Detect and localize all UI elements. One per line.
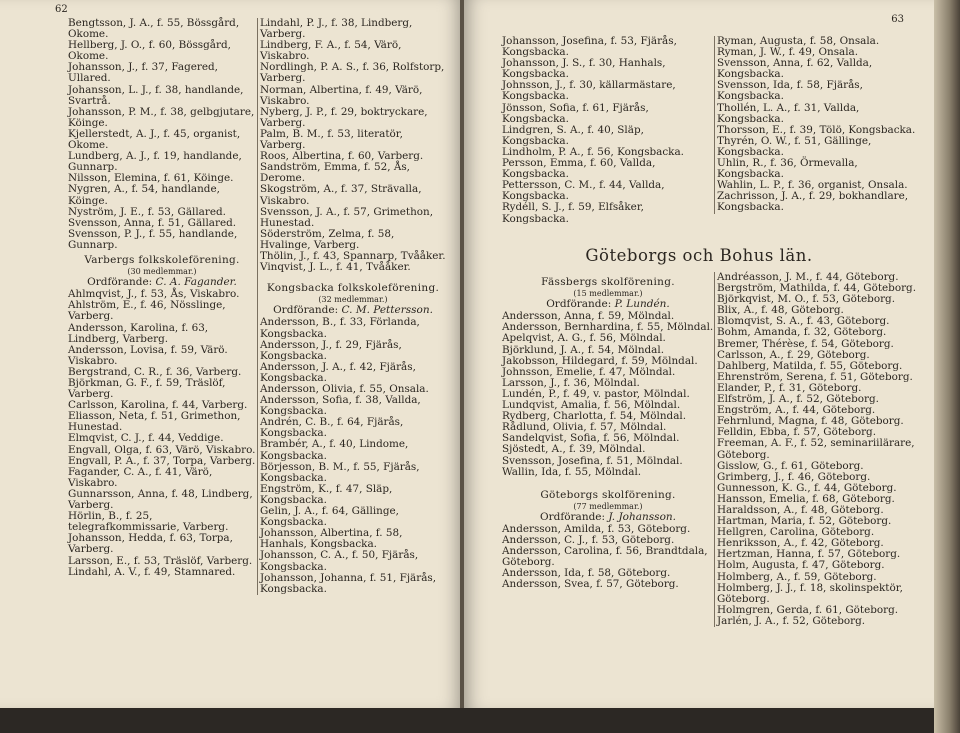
section-chair [260,305,446,316]
page-number-right: 63 [891,14,904,25]
directory-entry: Johansson, Hedda, f. 63, Torpa, Varberg. [68,532,233,556]
directory-entry: Wallin, Ida, f. 55, Mölndal. [502,465,642,478]
directory-entry: Holmberg, A., f. 59, Göteborg. [717,570,877,583]
directory-entry: Johansson, Albertina, f. 58, Hanhals, Kongsbacka. [260,527,403,551]
directory-entry: Nyberg, J. P., f. 29, boktryckare, Varberg. [260,105,428,129]
directory-entry: Hellberg, J. O., f. 60, Bössgård, Okome. [68,39,231,63]
directory-entry: Grimberg, J., f. 46, Göteborg. [717,470,871,483]
directory-entry: Lundén, P., f. 49, v. pastor, Mölndal. [502,387,690,400]
directory-entry: Blomqvist, S. A., f. 43, Göteborg. [717,315,890,328]
chair-name: C. M. Pettersson. [341,304,433,317]
directory-entry: Andersson, Anna, f. 59, Mölndal. [502,310,675,323]
directory-entry: Ryman, J. W., f. 49, Onsala. [717,46,859,59]
directory-entry: Björklund, J. A., f. 54, Mölndal. [502,343,665,356]
directory-entry: Söderström, Zelma, f. 58, Hvalinge, Varberg. [260,227,395,251]
directory-entry: Johansson, Josefina, f. 53, Fjärås, Kongsbacka. [502,35,677,59]
right-column-2 [714,36,917,214]
chair-name: P. Lundén. [614,298,670,311]
directory-entry: Börjesson, B. M., f. 55, Fjärås, Kongsbacka. [260,460,420,484]
directory-entry: Zachrisson, J. A., f. 29, bokhandlare, Kongsbacka. [717,190,909,214]
section-chair [502,512,714,523]
directory-entry: Johnsson, Emelie, f. 47, Mölndal. [502,365,676,378]
directory-entry: Andersson, Bernhardina, f. 55, Mölndal. [502,321,714,334]
entry-list [68,289,256,577]
directory-entry: Thyrén, O. W., f. 51, Gällinge, Kongsbacka. [717,134,872,158]
section-chair [502,299,714,310]
directory-entry: Bengtsson, J. A., f. 55, Bössgård, Okome. [68,17,240,41]
directory-entry: Hartman, Maria, f. 52, Göteborg. [717,515,892,528]
directory-entry: Andersson, Carolina, f. 56, Brandtdala, Göteborg. [502,545,708,569]
directory-entry: Andersson, Karolina, f. 63, Lindberg, Varberg. [68,321,209,345]
chair-name: C. A. Fagander. [155,276,237,289]
chair-label: Ordförande: [546,298,612,311]
directory-entry: Holmberg, J. J., f. 18, skolinspektör, Göteborg. [717,581,903,605]
directory-entry: Engström, K., f. 47, Släp, Kongsbacka. [260,482,393,506]
entry-list [260,317,446,594]
directory-entry: Skogström, A., f. 37, Strävalla, Viskabro. [260,183,422,207]
directory-entry: Gunnarsson, Anna, f. 48, Lindberg, Varberg. [68,487,253,512]
directory-entry: Hertzman, Hanna, f. 57, Göteborg. [717,548,901,561]
directory-entry: Larsson, J., f. 36, Mölndal. [502,376,640,389]
directory-entry: Brambér, A., f. 40, Lindome, Kongsbacka. [260,438,409,462]
directory-entry: Johansson, J., f. 37, Fagered, Ullared. [68,61,218,85]
page-number-left: 62 [55,4,68,15]
directory-entry: Thollén, L. A., f. 31, Vallda, Kongsbacka. [717,101,860,125]
directory-entry: Haraldsson, A., f. 48, Göteborg. [717,503,884,516]
directory-entry: Nyström, J. E., f. 53, Gällared. [68,205,226,218]
directory-entry: Roos, Albertina, f. 60, Varberg. [260,150,424,163]
directory-entry: Bohm, Amanda, f. 32, Göteborg. [717,326,887,339]
background-band [0,708,934,733]
section-chair [68,277,256,288]
directory-entry: Björkman, G. F., f. 59, Träslöf, Varberg. [68,377,226,401]
section-title: Fässbergs skolförening. [541,276,675,288]
directory-entry: Svensson, Anna, f. 51, Gällared. [68,216,237,229]
right-page [464,0,934,708]
directory-entry: Gelin, J. A., f. 64, Gällinge, Kongsbacka. [260,505,399,529]
entry-list [260,18,446,273]
directory-entry: Gisslow, G., f. 61, Göteborg. [717,459,864,472]
chair-name: J. Johansson. [608,510,676,523]
directory-entry: Sandelqvist, Sofia, f. 56, Mölndal. [502,432,680,445]
directory-entry: Ahlström, E., f. 46, Nösslinge, Varberg. [68,299,226,323]
directory-entry: Engvall, Olga, f. 63, Värö, Viskabro. [68,443,256,456]
directory-entry: Holm, Augusta, f. 47, Göteborg. [717,559,885,572]
section-title: Kongsbacka folkskoleförening. [266,282,440,295]
directory-entry: Bergstrand, C. R., f. 36, Varberg. [68,365,242,378]
directory-entry: Rydéll, S. J., f. 59, Elfsåker, Kongsbacka. [502,201,644,225]
directory-entry: Felldin, Ebba, f. 57, Göteborg. [717,426,877,439]
directory-entry: Norman, Albertina, f. 49, Värö, Viskabro. [260,83,423,107]
directory-entry: Ahlmqvist, J., f. 53, Ås, Viskabro. [68,288,240,301]
entry-list [502,524,714,591]
directory-entry: Björkqvist, M. O., f. 53, Göteborg. [717,293,896,306]
directory-entry: Ryman, Augusta, f. 58, Onsala. [717,35,880,47]
directory-entry: Dahlberg, Matilda, f. 55, Göteborg. [717,359,903,372]
directory-entry: Freeman, A. F., f. 52, seminariilärare, Göteborg. [717,437,915,461]
chair-label: Ordförande: [273,304,339,317]
chair-label: Ordförande: [87,276,153,289]
directory-entry: Hansson, Emelia, f. 68, Göteborg. [717,492,895,505]
section-title: Varbergs folkskoleförening. [84,253,240,266]
directory-entry: Nygren, A., f. 54, handlande, Köinge. [68,183,220,207]
directory-entry: Eliasson, Neta, f. 51, Grimethon, Hunestad. [68,410,241,434]
region-title: Göteborgs och Bohus län. [585,246,813,265]
directory-entry: Lindberg, F. A., f. 54, Värö, Viskabro. [260,39,402,63]
directory-entry: Svensson, P. J., f. 55, handlande, Gunnarp. [68,227,238,251]
directory-entry: Andersson, Sofia, f. 38, Vallda, Kongsbacka. [260,394,421,418]
directory-entry: Bremer, Thérèse, f. 54, Göteborg. [717,337,894,350]
directory-entry: Rådlund, Olivia, f. 57, Mölndal. [502,421,667,434]
entry-list [502,311,714,477]
directory-entry: Lindholm, P. A., f. 56, Kongsbacka. [502,145,684,158]
directory-entry: Thorsson, E., f. 39, Tölö, Kongsbacka. [717,123,916,136]
directory-entry: Blix, A., f. 48, Göteborg. [717,304,844,317]
directory-entry: Bergström, Mathilda, f. 44, Göteborg. [717,282,917,295]
directory-entry: Andersson, Lovisa, f. 59, Värö. Viskabro. [68,343,228,367]
left-column-1 [68,18,256,578]
directory-entry: Andersson, Svea, f. 57, Göteborg. [502,578,679,591]
directory-entry: Uhlin, R., f. 36, Örmevalla, Kongsbacka. [717,157,858,181]
directory-entry: Gunnesson, K. G., f. 44, Göteborg. [717,481,897,494]
section-members: (30 medlemmar.) [127,267,197,277]
entry-list [717,272,917,627]
directory-entry: Engvall, P. A., f. 37, Torpa, Varberg. [68,454,256,467]
directory-entry: Henriksson, A., f. 42, Göteborg. [717,537,884,550]
right-column-3 [502,272,714,591]
entry-list [68,18,256,251]
section-members: (15 medlemmar.) [573,289,643,299]
directory-entry: Johansson, L. J., f. 38, handlande, Svartrå. [68,83,244,107]
directory-entry: Andréasson, J. M., f. 44, Göteborg. [717,271,899,283]
directory-entry: Jarlén, J. A., f. 52, Göteborg. [717,614,866,627]
directory-entry: Nordlingh, P. A. S., f. 36, Rolfstorp, Varberg. [260,61,445,85]
directory-entry: Larsson, E., f. 53, Träslöf, Varberg. [68,554,253,567]
left-page [0,0,462,708]
directory-entry: Svensson, Anna, f. 62, Vallda, Kongsbacka. [717,57,873,81]
directory-entry: Carlsson, Karolina, f. 44, Varberg. [68,399,248,412]
directory-entry: Vinqvist, J. L., f. 41, Tvååker. [260,261,411,274]
directory-entry: Fagander, C. A., f. 41, Värö, Viskabro. [68,465,213,489]
directory-entry: Andersson, J., f. 29, Fjärås, Kongsbacka. [260,338,402,362]
right-column-1 [502,36,712,225]
directory-entry: Sjöstedt, A., f. 39, Mölndal. [502,443,646,456]
section-title: Göteborgs skolförening. [540,488,676,501]
directory-entry: Palm, B. M., f. 53, literatör, Varberg. [260,127,403,152]
directory-entry: Johansson, Johanna, f. 51, Fjärås, Kongsbacka. [260,571,437,595]
directory-entry: Fehrnlund, Magna, f. 48, Göteborg. [717,415,904,428]
directory-entry: Lindahl, P. J., f. 38, Lindberg, Varberg. [260,17,413,41]
section-members: (77 medlemmar.) [573,501,643,511]
directory-entry: Lindgren, S. A., f. 40, Släp, Kongsbacka. [502,123,644,147]
entry-list [502,36,712,225]
right-column-4 [714,272,917,627]
directory-entry: Apelqvist, A. G., f. 56, Mölndal. [502,332,666,345]
directory-entry: Johansson, J. S., f. 30, Hanhals, Kongsbacka. [502,57,666,81]
directory-entry: Ehrenström, Serena, f. 51, Göteborg. [717,370,913,383]
directory-entry: Svensson, Ida, f. 58, Fjärås, Kongsbacka. [717,79,863,103]
directory-entry: Johansson, C. A., f. 50, Fjärås, Kongsbacka. [260,549,419,573]
directory-entry: Andersson, Olivia, f. 55, Onsala. [260,383,429,395]
directory-entry: Kjellerstedt, A. J., f. 45, organist, Okome. [68,127,241,152]
directory-entry: Wahlin, L. P., f. 36, organist, Onsala. [717,179,908,192]
directory-entry: Hörlin, B., f. 25, telegrafkommissarie, Varberg. [68,510,229,534]
directory-entry: Pettersson, C. M., f. 44, Vallda, Kongsbacka. [502,179,665,203]
directory-entry: Svensson, J. A., f. 57, Grimethon, Hunestad. [260,205,434,229]
section-members: (32 medlemmar.) [318,295,388,305]
directory-entry: Andersson, J. A., f. 42, Fjärås, Kongsbacka. [260,360,416,384]
directory-entry: Elander, P., f. 31, Göteborg. [717,381,862,394]
directory-entry: Andersson, B., f. 33, Förlanda, Kongsbacka. [260,316,420,340]
directory-entry: Lundqvist, Amalia, f. 56, Mölndal. [502,399,681,412]
directory-entry: Andersson, Amilda, f. 53, Göteborg. [502,522,691,535]
directory-entry: Elfström, J. A., f. 52, Göteborg. [717,393,879,406]
directory-entry: Thölin, J., f. 43, Spannarp, Tvååker. [260,249,446,262]
directory-entry: Andersson, Ida, f. 58, Göteborg. [502,567,671,580]
directory-entry: Jakobsson, Hildegard, f. 59, Mölndal. [502,354,698,367]
directory-entry: Andersson, C. J., f. 53, Göteborg. [502,534,675,547]
directory-entry: Hellgren, Carolina, Göteborg. [717,526,875,539]
directory-entry: Nilsson, Elemina, f. 61, Köinge. [68,172,234,185]
left-column-2 [257,18,446,595]
directory-entry: Johansson, P. M., f. 38, gelbgjutare, Köinge. [68,105,255,129]
directory-entry: Svensson, Josefina, f. 51, Mölndal. [502,454,683,467]
directory-entry: Rydberg, Charlotta, f. 54, Mölndal. [502,410,687,423]
directory-entry: Elmqvist, C. J., f. 44, Veddige. [68,432,224,445]
directory-entry: Johnsson, J., f. 30, källarmästare, Kongsbacka. [502,79,676,103]
directory-entry: Engström, A., f. 44, Göteborg. [717,404,876,417]
chair-label: Ordförande: [539,510,606,523]
directory-entry: Andrén, C. B., f. 64, Fjärås, Kongsbacka. [260,416,404,440]
directory-entry: Persson, Emma, f. 60, Vallda, Kongsbacka. [502,157,656,181]
book-edge [934,0,960,733]
directory-entry: Lundberg, A. J., f. 19, handlande, Gunnarp. [68,150,242,174]
directory-entry: Carlsson, A., f. 29, Göteborg. [717,348,870,361]
directory-entry: Sandström, Emma, f. 52, Ås, Derome. [260,161,410,185]
directory-entry: Holmgren, Gerda, f. 61, Göteborg. [717,603,899,616]
entry-list [717,36,917,214]
directory-entry: Jönsson, Sofia, f. 61, Fjärås, Kongsbacka. [502,101,649,125]
directory-entry: Lindahl, A. V., f. 49, Stamnared. [68,565,236,578]
